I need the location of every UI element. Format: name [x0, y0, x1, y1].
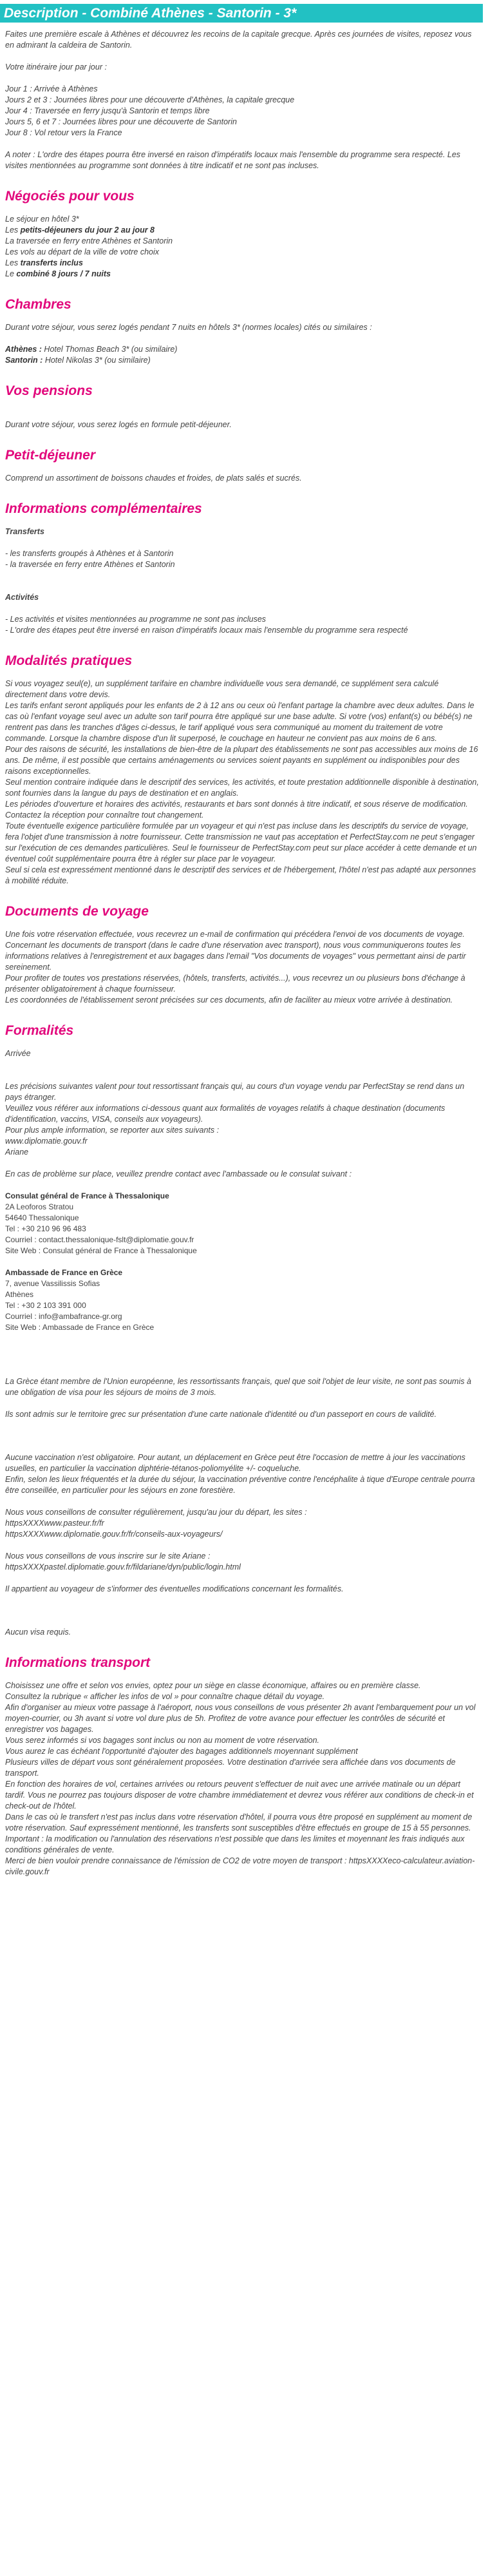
formalites-paragraph: Pour plus ample information, se reporter aux sites suivants : — [5, 1126, 220, 1135]
hotel-santorin — [5, 355, 482, 366]
conseils-link[interactable]: httpsXXXXwww.diplomatie.gouv.fr/fr/conseils-aux-voyageurs/ — [5, 1530, 223, 1539]
ambassade-name — [5, 1267, 482, 1278]
negocies-text: Le séjour en hôtel 3* — [5, 215, 79, 224]
formalites-paragraph: Nous vous conseillons de vous inscrire sur le site Ariane : — [5, 1552, 211, 1561]
hotel-city: Santorin : — [5, 356, 43, 365]
hotel-name: Hotel Nikolas 3* (ou similaire) — [42, 356, 151, 365]
transport-paragraph: Afin d'organiser au mieux votre passage à l'aéroport, nous vous conseillons de vous présenter 2h avant l'embarquement pour un vol moyen-courrier, ou 3h avant si votre vol dure plus de 5h. Profitez de votre avance pour effectuer les contrôles de sécurité et enregistrer vos bagages. — [5, 1703, 476, 1734]
consulat-line: 2A Leoforos Stratou — [5, 1202, 74, 1211]
negocies-item — [5, 225, 482, 236]
pasteur-link[interactable]: httpsXXXXwww.pasteur.fr/fr — [5, 1519, 104, 1528]
consulat-line: 54640 Thessalonique — [5, 1213, 79, 1222]
petitdej-text: Comprend un assortiment de boissons chaudes et froides, de plats salés et sucrés. — [5, 474, 302, 483]
description-note: A noter : L'ordre des étapes pourra être inversé en raison d'impératifs locaux mais l'ensemble du programme sera respecté. Les visites mentionnées au programme sont données à titre indicatif et ne sont pas incluses. — [5, 150, 461, 170]
negocies-item — [5, 258, 482, 269]
activites-item: - Les activités et visites mentionnées au programme ne sont pas incluses — [5, 615, 267, 624]
consulat-name — [5, 1191, 482, 1202]
formalites-paragraph: Veuillez vous référer aux informations ci-dessous quant aux formalités de voyages relatifs à chaque destination (documents d'identification, vaccins, VISA, conseils aux voyageurs). — [5, 1104, 446, 1124]
consulat-line: Tel : +30 210 96 96 483 — [5, 1224, 86, 1233]
formalites-paragraph: Aucune vaccination n'est obligatoire. Pour autant, un déplacement en Grèce peut être l'occasion de mettre à jour les vaccinations usuelles, en particulier la vaccination diphtérie-tétanos-poliomyélite +/- coqueluche. — [5, 1453, 465, 1473]
transport-paragraph: Dans le cas où le transfert n'est pas inclus dans votre réservation d'hôtel, il pourra vous être proposé en supplément au moment de votre réservation. Sauf expressément mentionné, les transferts sont susceptibles d'être effectués en groupe de 15 à 55 personnes. — [5, 1812, 473, 1832]
negocies-heading: Négociés pour vous — [5, 189, 135, 204]
negocies-text: Les — [5, 226, 21, 235]
transport-paragraph: Vous serez informés si vos bagages sont inclus ou non au moment de votre réservation. — [5, 1736, 319, 1745]
itinerary-heading: Votre itinéraire jour par jour : — [5, 62, 107, 72]
hotel-city: Athènes : — [5, 345, 42, 354]
hotel-athenes — [5, 344, 482, 355]
documents-paragraph: Concernant les documents de transport (dans le cadre d'une réservation avec transport), nous vous communiquerons toutes les informations relatives à l'enregistrement et aux bagages dans l'email "Vos documents de voyages" vous permettant ainsi de partir sereinement. — [5, 941, 466, 972]
formalites-paragraph: Enfin, selon les lieux fréquentés et la durée du séjour, la vaccination préventive contre l'encéphalite à tique d'Europe centrale pourra être conseillée, en particulier pour les séjours en zone forestière. — [5, 1475, 475, 1495]
consulat-line: Courriel : contact.thessalonique-fslt@diplomatie.gouv.fr — [5, 1235, 194, 1244]
transport-paragraph: Important : la modification ou l'annulation des réservations n'est possible que dans les limites et moyennant les frais indiqués aux conditions générales de vente. — [5, 1834, 465, 1854]
pensions-text: Durant votre séjour, vous serez logés en formule petit-déjeuner. — [5, 420, 232, 429]
itinerary-item: Jours 5, 6 et 7 : Journées libres pour une découverte de Santorin — [5, 117, 237, 126]
negocies-item — [5, 214, 482, 225]
modalites-paragraph: Pour des raisons de sécurité, les installations de bien-être de la plupart des établissements ne sont pas accessibles aux moins de 16 ans. De même, il est possible que certains aménagements ou services soient payants en supplément ou indisponibles pour des raisons exceptionnelles. — [5, 745, 478, 776]
modalites-paragraph: Seul mention contraire indiquée dans le descriptif des services, les activités, et toute prestation additionnelle disponible à destination, sont fournies dans la langue du pays de destination et en anglais. — [5, 778, 479, 798]
documents-heading: Documents de voyage — [5, 904, 149, 919]
ambassade-line: Courriel : info@ambafrance-gr.org — [5, 1312, 122, 1321]
itinerary-item: Jours 2 et 3 : Journées libres pour une découverte d'Athènes, la capitale grecque — [5, 95, 295, 104]
transport-paragraph: Merci de bien vouloir prendre connaissance de l'émission de CO2 de votre moyen de transport : httpsXXXXeco-calculateur.aviation-civile.gouv.fr — [5, 1856, 475, 1876]
transport-paragraph: Consultez la rubrique « afficher les infos de vol » pour connaître chaque détail du voyage. — [5, 1692, 325, 1701]
itinerary-item: Jour 1 : Arrivée à Athènes — [5, 84, 98, 93]
visa-text: Aucun visa requis. — [5, 1628, 71, 1637]
chambres-text: Durant votre séjour, vous serez logés pendant 7 nuits en hôtels 3* (normes locales) cités ou similaires : — [5, 323, 372, 332]
petitdej-heading: Petit-déjeuner — [5, 448, 96, 463]
description-title: Description - Combiné Athènes - Santorin - 3* — [0, 4, 483, 23]
negocies-bold: transferts inclus — [20, 258, 83, 267]
activites-item: - L'ordre des étapes peut être inversé en raison d'impératifs locaux mais l'ensemble du programme sera respecté — [5, 626, 408, 635]
negocies-text: La traversée en ferry entre Athènes et Santorin — [5, 236, 173, 245]
chambres-heading: Chambres — [5, 297, 71, 312]
itinerary-list — [5, 84, 482, 139]
modalites-paragraph: Si vous voyagez seul(e), un supplément tarifaire en chambre individuelle vous sera demandé, ce supplément sera calculé directement dans votre devis. — [5, 679, 439, 699]
transferts-item: - les transferts groupés à Athènes et à Santorin — [5, 549, 174, 558]
negocies-text: Les — [5, 258, 21, 267]
transport-heading: Informations transport — [5, 1655, 151, 1670]
consulat-line: Site Web : Consulat général de France à Thessalonique — [5, 1246, 197, 1255]
negocies-list — [5, 214, 482, 280]
modalites-paragraph: Les périodes d'ouverture et horaires des activités, restaurants et bars sont donnés à titre indicatif, et sous réserve de modification. Contactez la réception pour connaître tout changement. — [5, 800, 468, 820]
transport-paragraph: Plusieurs villes de départ vous sont généralement proposées. Votre destination d'arrivée sera affichée dans vos documents de transport. — [5, 1758, 456, 1778]
ambassade-line: 7, avenue Vassilissis Sofias — [5, 1279, 100, 1288]
formalites-paragraph: Nous vous conseillons de consulter régulièrement, jusqu'au jour du départ, les sites : — [5, 1508, 307, 1517]
hotel-name: Hotel Thomas Beach 3* (ou similaire) — [41, 345, 178, 354]
complementaires-heading: Informations complémentaires — [5, 501, 202, 516]
modalites-paragraph: Les tarifs enfant seront appliqués pour les enfants de 2 à 12 ans ou ceux où l'enfant partage la chambre avec deux adultes. Dans le cas où l'enfant voyage seul avec un adulte son tarif pourra être appliqué sur une base adulte. Si votre (vos) enfant(s) ou bébé(s) ne rentrent pas dans les tranches d'âges ci-dessus, le tarif appliqué vous sera communiqué au moment du traitement de votre commande. Lorsque la chambre dispose d'un lit superposé, le couchage en hauteur ne convient pas aux moins de 6 ans. — [5, 701, 474, 743]
itinerary-item: Jour 8 : Vol retour vers la France — [5, 128, 122, 137]
consulat-name-text: Consulat général de France à Thessalonique — [5, 1191, 169, 1200]
problem-text: En cas de problème sur place, veuillez prendre contact avec l'ambassade ou le consulat suivant : — [5, 1169, 352, 1178]
modalites-paragraph: Toute éventuelle exigence particulière formulée par un voyageur et qui n'est pas incluse dans les descriptifs du service de voyage, fera l'objet d'une transmission à notre fournisseur. Cette transmission ne vaut pas acceptation et PerfectStay.com ne peut s'engager sur l'exécution de ces demandes particulières. Seul le fournisseur de PerfectStay.com peut sur place accéder à cette demande et un éventuel coût supplémentaire pourra être à régler sur place par le voyageur. — [5, 822, 477, 863]
transport-paragraph: Choisissez une offre et selon vos envies, optez pour un siège en classe économique, affaires ou en première classe. — [5, 1681, 421, 1690]
formalites-paragraph: Ils sont admis sur le territoire grec sur présentation d'une carte nationale d'identité ou d'un passeport en cours de validité. — [5, 1410, 437, 1419]
transferts-item: - la traversée en ferry entre Athènes et Santorin — [5, 560, 175, 569]
transferts-label: Transferts — [5, 527, 44, 536]
negocies-item — [5, 269, 482, 280]
documents-paragraph: Une fois votre réservation effectuée, vous recevrez un e-mail de confirmation qui précédera l'envoi de vos documents de voyage. — [5, 930, 465, 939]
ambassade-line: Athènes — [5, 1290, 34, 1299]
documents-paragraph: Pour profiter de toutes vos prestations réservées, (hôtels, transferts, activités...), vous recevrez un ou plusieurs bons d'échange à présenter obligatoirement à chaque fournisseur. — [5, 974, 465, 994]
negocies-bold: combiné 8 jours / 7 nuits — [16, 269, 111, 278]
negocies-item — [5, 236, 482, 247]
ambassade-line: Site Web : Ambassade de France en Grèce — [5, 1323, 155, 1332]
arrivee-label: Arrivée — [5, 1049, 31, 1058]
ariane-text: Ariane — [5, 1148, 29, 1157]
negocies-text: Les vols au départ de la ville de votre choix — [5, 247, 160, 256]
modalites-paragraph: Seul si cela est expressément mentionné dans le descriptif des services et de l'hébergement, l'hôtel n'est pas adapté aux personnes à mobilité réduite. — [5, 865, 476, 885]
transport-paragraph: Vous aurez le cas échéant l'opportunité d'ajouter des bagages additionnels moyennant supplément — [5, 1747, 358, 1756]
ambassade-line: Tel : +30 2 103 391 000 — [5, 1301, 86, 1310]
pensions-heading: Vos pensions — [5, 383, 93, 398]
negocies-text: Le — [5, 269, 17, 278]
activites-label: Activités — [5, 593, 39, 602]
negocies-bold: petits-déjeuners du jour 2 au jour 8 — [20, 226, 155, 235]
ambassade-name-text: Ambassade de France en Grèce — [5, 1268, 123, 1277]
diplomatie-link[interactable]: www.diplomatie.gouv.fr — [5, 1137, 88, 1146]
ariane-link[interactable]: httpsXXXXpastel.diplomatie.gouv.fr/fildariane/dyn/public/login.html — [5, 1562, 241, 1572]
transport-paragraph: En fonction des horaires de vol, certaines arrivées ou retours peuvent s'effectuer de nuit avec une arrivée matinale ou un départ tardif. Vous ne pourrez pas toujours disposer de votre chambre immédiatement et devrez vous référer aux conditions de check-in et check-out de l'hôtel. — [5, 1780, 474, 1811]
formalites-paragraph: Il appartient au voyageur de s'informer des éventuelles modifications concernant les formalités. — [5, 1584, 344, 1593]
negocies-item — [5, 247, 482, 258]
documents-paragraph: Les coordonnées de l'établissement seront précisées sur ces documents, afin de faciliter au mieux votre arrivée à destination. — [5, 995, 453, 1004]
itinerary-item: Jour 4 : Traversée en ferry jusqu'à Santorin et temps libre — [5, 106, 210, 115]
formalites-heading: Formalités — [5, 1023, 74, 1038]
formalites-paragraph: Les précisions suivantes valent pour tout ressortissant français qui, au cours d'un voyage vendu par PerfectStay se rend dans un pays étranger. — [5, 1082, 465, 1102]
modalites-heading: Modalités pratiques — [5, 653, 133, 668]
description-intro: Faites une première escale à Athènes et découvrez les recoins de la capitale grecque. Après ces journées de visites, reposez vous en admirant la caldeira de Santorin. — [5, 30, 472, 50]
formalites-paragraph: La Grèce étant membre de l'Union européenne, les ressortissants français, quel que soit l'objet de leur visite, ne sont pas soumis à une obligation de visa pour les séjours de moins de 3 mois. — [5, 1377, 471, 1397]
